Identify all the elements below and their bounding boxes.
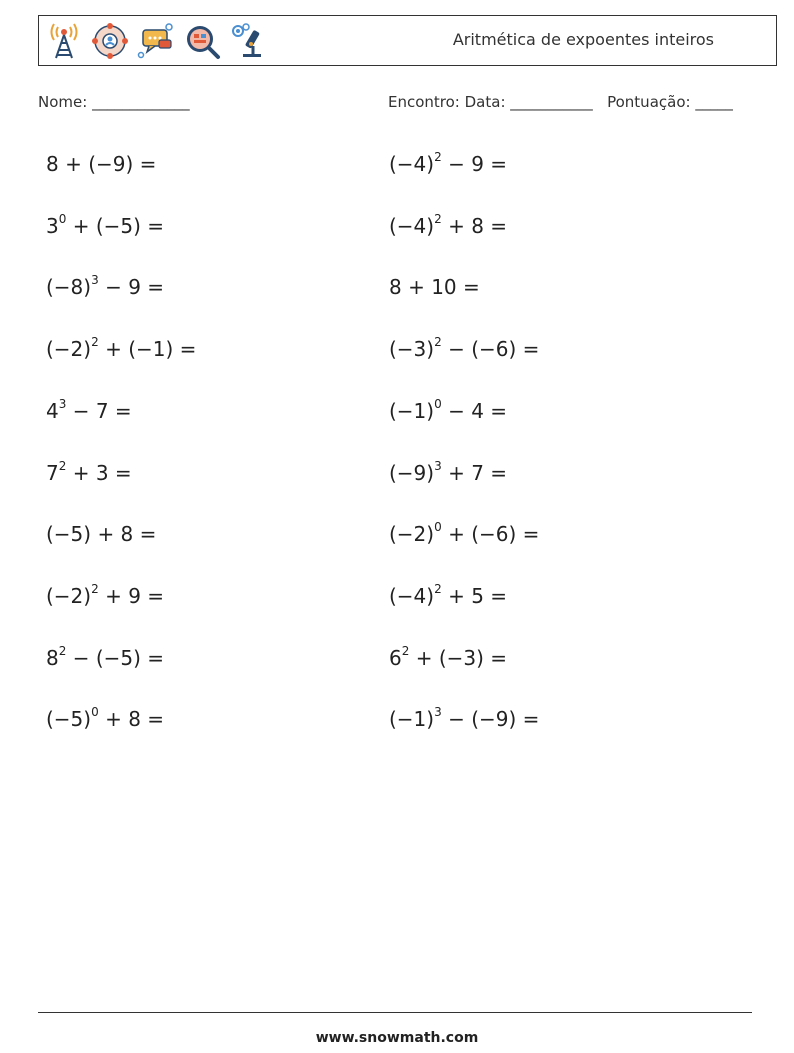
problem-base: (−1) [389, 399, 435, 423]
problem-item [46, 152, 156, 176]
problem-rest: + 5 = [441, 584, 508, 608]
problem-base: (−4) [389, 152, 435, 176]
name-field [38, 93, 190, 111]
problem-item [389, 152, 507, 176]
problem-exponent: 3 [434, 459, 442, 474]
network-user-icon [91, 22, 129, 60]
problem-item [46, 337, 196, 361]
problem-base: (−8) [46, 275, 92, 299]
problem-rest: + (−3) = [409, 646, 508, 670]
encounter-date-label: Encontro: Data: [388, 93, 506, 111]
problem-base: 8 + (−9) = [46, 152, 157, 176]
problem-item [46, 461, 132, 485]
problem-item [46, 275, 164, 299]
problem-exponent: 2 [91, 335, 99, 350]
problem-base: 3 [46, 214, 59, 238]
name-blank: _____________ [92, 93, 190, 111]
problem-item [46, 646, 164, 670]
problem-item [389, 214, 507, 238]
problem-exponent: 3 [91, 273, 99, 288]
problem-base: 4 [46, 399, 59, 423]
problem-base: (−3) [389, 337, 435, 361]
problem-rest: + (−5) = [66, 214, 165, 238]
date-blank: ___________ [510, 93, 593, 111]
problem-rest: − (−5) = [66, 646, 165, 670]
problem-base: (−2) [389, 522, 435, 546]
problem-rest: − 9 = [98, 275, 165, 299]
problem-rest: + 3 = [66, 461, 132, 485]
problem-exponent: 2 [434, 212, 442, 227]
problem-rest: + 8 = [441, 214, 508, 238]
problem-item [389, 522, 539, 546]
problem-rest: + (−6) = [441, 522, 540, 546]
microscope-icon [229, 22, 267, 60]
problem-rest: − 7 = [66, 399, 132, 423]
problem-base: (−5) [46, 707, 92, 731]
problem-rest: − (−9) = [441, 707, 540, 731]
problem-item [389, 461, 507, 485]
encounter-score-field [388, 93, 733, 111]
score-label: Pontuação: [607, 93, 691, 111]
problem-base: (−1) [389, 707, 435, 731]
problem-item [389, 337, 539, 361]
problem-rest: − 4 = [441, 399, 508, 423]
problem-base: (−4) [389, 584, 435, 608]
problem-exponent: 3 [58, 397, 67, 412]
problem-exponent: 2 [58, 459, 67, 474]
problem-item [389, 707, 539, 731]
footer-divider [38, 1012, 752, 1013]
problem-base: (−2) [46, 337, 92, 361]
problem-exponent: 2 [434, 150, 442, 165]
name-label: Nome: [38, 93, 88, 111]
problem-exponent: 3 [434, 705, 442, 720]
worksheet-title: Aritmética de expoentes inteiros [452, 30, 714, 49]
problem-base: (−9) [389, 461, 435, 485]
problem-item [46, 584, 164, 608]
problem-item [389, 646, 507, 670]
problem-item [46, 214, 164, 238]
problem-exponent: 0 [434, 520, 442, 535]
problem-base: 7 [46, 461, 59, 485]
chat-bubbles-icon [137, 22, 175, 60]
header-icons [45, 22, 267, 60]
problem-exponent: 0 [434, 397, 442, 412]
footer-url: www.snowmath.com [315, 1030, 479, 1046]
problem-base: (−5) + 8 = [46, 522, 157, 546]
problem-exponent: 2 [401, 644, 410, 659]
problem-exponent: 2 [91, 582, 99, 597]
problem-exponent: 2 [58, 644, 67, 659]
header-box [38, 15, 777, 66]
problem-item [46, 399, 132, 423]
problem-item [46, 707, 164, 731]
problem-item [389, 399, 507, 423]
problem-item [389, 584, 507, 608]
radio-tower-icon [45, 22, 83, 60]
search-magnifier-icon [183, 22, 221, 60]
problem-item [389, 275, 480, 299]
problem-rest: + 7 = [441, 461, 508, 485]
problem-rest: + 8 = [98, 707, 165, 731]
problem-base: 8 + 10 = [389, 275, 480, 299]
problem-rest: − (−6) = [441, 337, 540, 361]
problem-rest: − 9 = [441, 152, 508, 176]
problem-exponent: 2 [434, 335, 442, 350]
problem-exponent: 0 [58, 212, 67, 227]
problem-exponent: 2 [434, 582, 442, 597]
problem-rest: + (−1) = [98, 337, 197, 361]
score-blank: _____ [695, 93, 733, 111]
problem-rest: + 9 = [98, 584, 165, 608]
problem-item [46, 522, 156, 546]
problem-base: 8 [46, 646, 59, 670]
problem-exponent: 0 [91, 705, 99, 720]
problem-base: 6 [389, 646, 402, 670]
problem-base: (−4) [389, 214, 435, 238]
problem-base: (−2) [46, 584, 92, 608]
